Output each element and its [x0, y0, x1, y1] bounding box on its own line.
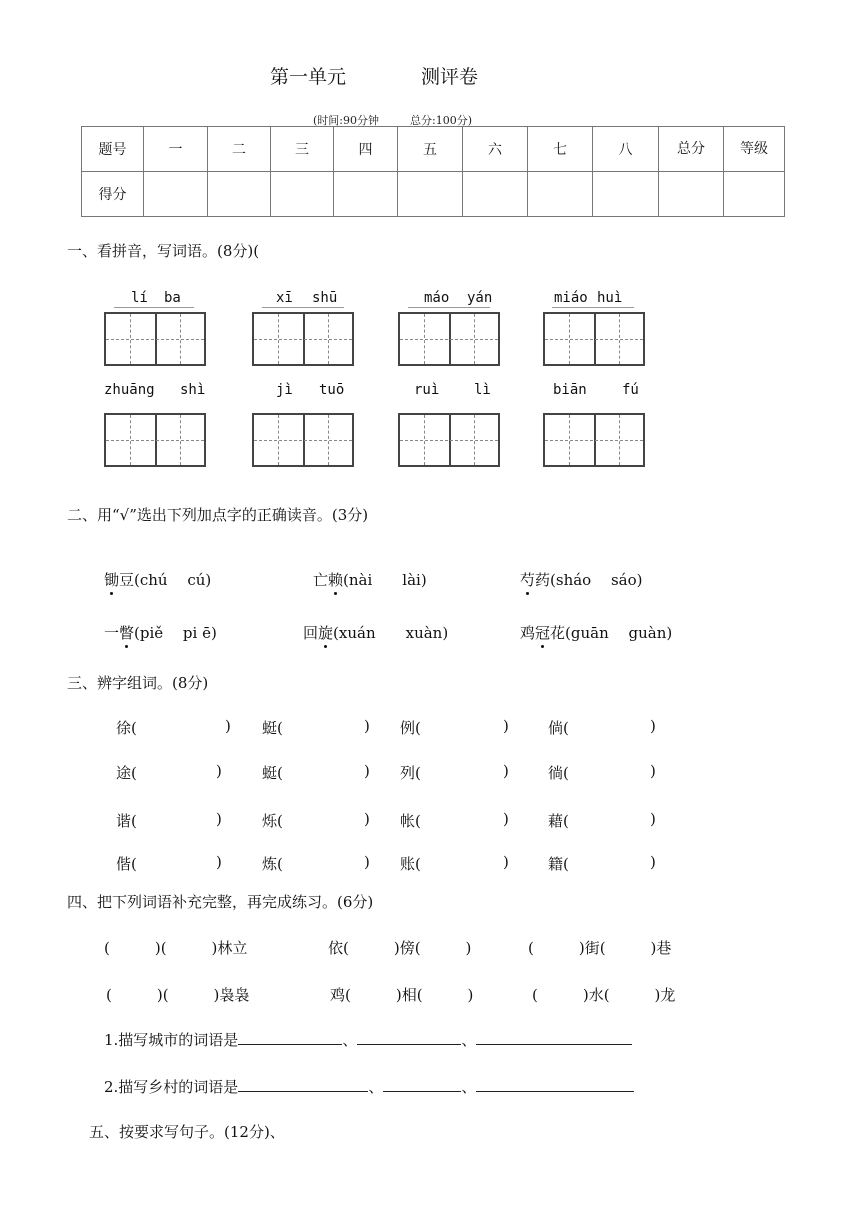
tianzige-grid[interactable] [543, 312, 645, 366]
section5-heading: 五、按要求写句子。(12分)、 [89, 1123, 285, 1141]
item-options: (xuán xuàn) [333, 624, 449, 642]
pinyin-label: shū [312, 290, 338, 306]
village-words-question [104, 1076, 634, 1097]
paren-close: ) [503, 853, 509, 871]
idiom-fill-item[interactable]: 依( )傍( ) [328, 939, 472, 957]
pinyin-label: fú [622, 382, 639, 398]
score-cell[interactable] [528, 172, 593, 217]
score-col-header: 一 [144, 127, 208, 172]
char-word-item: 蜓( [262, 719, 283, 737]
pronunciation-item[interactable] [104, 569, 211, 590]
score-col-header: 三 [271, 127, 334, 172]
char-word-item: 账( [400, 855, 421, 873]
answer-blank[interactable] [383, 1077, 461, 1092]
score-col-header: 等级 [724, 127, 785, 172]
tianzige-grid[interactable] [252, 413, 354, 467]
pinyin-label: tuō [319, 382, 345, 398]
section2-heading: 二、用“√”选出下列加点字的正确读音。(3分) [67, 506, 369, 524]
item-prefix: 鸡 [520, 624, 536, 642]
subtitle-total: 总分:100分) [410, 114, 472, 127]
subtitle-time: (时间:90分钟 [313, 114, 379, 127]
item-options: 豆(chú cú) [119, 571, 212, 589]
score-table [81, 126, 785, 217]
paren-close: ) [216, 853, 222, 871]
pronunciation-item[interactable] [104, 622, 217, 643]
paren-close: ) [650, 717, 656, 735]
answer-blank[interactable] [238, 1077, 368, 1092]
pinyin-label: shì [180, 382, 206, 398]
pinyin-rule [114, 307, 194, 308]
item-prefix: 亡 [313, 571, 329, 589]
idiom-fill-item[interactable]: 鸡( )相( ) [330, 986, 474, 1004]
paren-close: ) [503, 717, 509, 735]
pinyin-rule [552, 307, 634, 308]
dotted-char: 冠 [535, 624, 551, 642]
tianzige-grid[interactable] [398, 413, 500, 467]
pronunciation-item[interactable] [520, 569, 643, 590]
score-col-header: 二 [208, 127, 271, 172]
score-cell[interactable] [398, 172, 463, 217]
score-col-header: 六 [463, 127, 528, 172]
pronunciation-item[interactable] [520, 622, 672, 643]
pinyin-label: xī [276, 290, 293, 306]
char-word-item: 列( [400, 764, 421, 782]
separator: 、 [461, 1078, 477, 1096]
answer-blank[interactable] [476, 1030, 632, 1045]
paren-close: ) [364, 853, 370, 871]
pinyin-rule [262, 307, 344, 308]
char-word-item: 偕( [116, 855, 137, 873]
item-options: 花(guān guàn) [550, 624, 673, 642]
score-cell[interactable] [208, 172, 271, 217]
pinyin-label: jì [276, 382, 293, 398]
item-options: (piě pi ē) [134, 624, 217, 642]
paren-close: ) [503, 762, 509, 780]
score-cell[interactable] [659, 172, 724, 217]
title-test: 测评卷 [421, 66, 479, 88]
item-prefix: 一 [104, 624, 120, 642]
char-word-item: 籍( [548, 855, 569, 873]
char-word-item: 帐( [400, 812, 421, 830]
score-cell[interactable] [334, 172, 398, 217]
paren-close: ) [225, 717, 231, 735]
item-options: 药(sháo sáo) [535, 571, 643, 589]
pinyin-label: lì [474, 382, 491, 398]
pinyin-label: miáo [554, 290, 588, 306]
idiom-fill-item[interactable]: ( )街( )巷 [528, 939, 672, 957]
section1-heading: 一、看拼音，写词语。(8分)( [67, 242, 260, 260]
pinyin-label: yán [467, 290, 493, 306]
paren-close: ) [216, 762, 222, 780]
title-unit: 第一单元 [270, 66, 347, 88]
score-col-header: 八 [593, 127, 659, 172]
char-word-item: 徐( [116, 719, 137, 737]
paren-close: ) [650, 810, 656, 828]
score-cell[interactable] [271, 172, 334, 217]
tianzige-grid[interactable] [104, 312, 206, 366]
pinyin-rule [408, 307, 490, 308]
pronunciation-item[interactable] [313, 569, 427, 590]
dotted-char: 锄 [104, 571, 120, 589]
city-words-prompt: 1.描写城市的词语是 [104, 1031, 239, 1049]
dotted-char: 芍 [520, 571, 536, 589]
char-word-item: 蜓( [262, 764, 283, 782]
idiom-fill-item[interactable]: ( )水( )龙 [532, 986, 676, 1004]
item-options: (nài lài) [343, 571, 427, 589]
tianzige-grid[interactable] [543, 413, 645, 467]
score-col-header: 总分 [659, 127, 724, 172]
paren-close: ) [650, 853, 656, 871]
paren-close: ) [364, 810, 370, 828]
score-cell[interactable] [724, 172, 785, 217]
dotted-char: 瞥 [119, 624, 135, 642]
separator: 、 [368, 1078, 384, 1096]
answer-blank[interactable] [238, 1030, 342, 1045]
city-words-question [104, 1029, 632, 1050]
village-words-prompt: 2.描写乡村的词语是 [104, 1078, 239, 1096]
score-col-header: 五 [398, 127, 463, 172]
score-cell[interactable] [144, 172, 208, 217]
tianzige-grid[interactable] [398, 312, 500, 366]
score-col-header: 四 [334, 127, 398, 172]
answer-blank[interactable] [476, 1077, 634, 1092]
score-table-row-label: 得分 [82, 172, 144, 217]
char-word-item: 谐( [116, 812, 137, 830]
idiom-fill-item[interactable]: ( )( )林立 [104, 939, 248, 957]
char-word-item: 徜( [548, 764, 569, 782]
dotted-char: 旋 [318, 624, 334, 642]
char-word-item: 例( [400, 719, 421, 737]
char-word-item: 炼( [262, 855, 283, 873]
char-word-item: 倘( [548, 719, 569, 737]
separator: 、 [461, 1031, 477, 1049]
paren-close: ) [650, 762, 656, 780]
section4-heading: 四、把下列词语补充完整，再完成练习。(6分) [67, 893, 374, 911]
section3-heading: 三、辨字组词。(8分) [67, 674, 209, 692]
char-word-item: 途( [116, 764, 137, 782]
paren-close: ) [216, 810, 222, 828]
char-word-item: 烁( [262, 812, 283, 830]
score-table-row-label: 题号 [82, 127, 144, 172]
tianzige-grid[interactable] [104, 413, 206, 467]
item-prefix: 回 [303, 624, 319, 642]
pinyin-label: máo [424, 290, 450, 306]
pinyin-label: ruì [414, 382, 440, 398]
pinyin-label: lí [131, 290, 148, 306]
pinyin-label: ba [164, 290, 181, 306]
paren-close: ) [364, 717, 370, 735]
pinyin-label: biān [553, 382, 587, 398]
tianzige-grid[interactable] [252, 312, 354, 366]
score-col-header: 七 [528, 127, 593, 172]
score-cell[interactable] [463, 172, 528, 217]
answer-blank[interactable] [357, 1030, 461, 1045]
paren-close: ) [503, 810, 509, 828]
pronunciation-item[interactable] [303, 622, 448, 643]
separator: 、 [342, 1031, 358, 1049]
paren-close: ) [364, 762, 370, 780]
idiom-fill-item[interactable]: ( )( )袅袅 [106, 986, 250, 1004]
pinyin-label: huì [597, 290, 623, 306]
dotted-char: 赖 [328, 571, 344, 589]
pinyin-label: zhuāng [104, 382, 155, 398]
char-word-item: 藉( [548, 812, 569, 830]
score-cell[interactable] [593, 172, 659, 217]
